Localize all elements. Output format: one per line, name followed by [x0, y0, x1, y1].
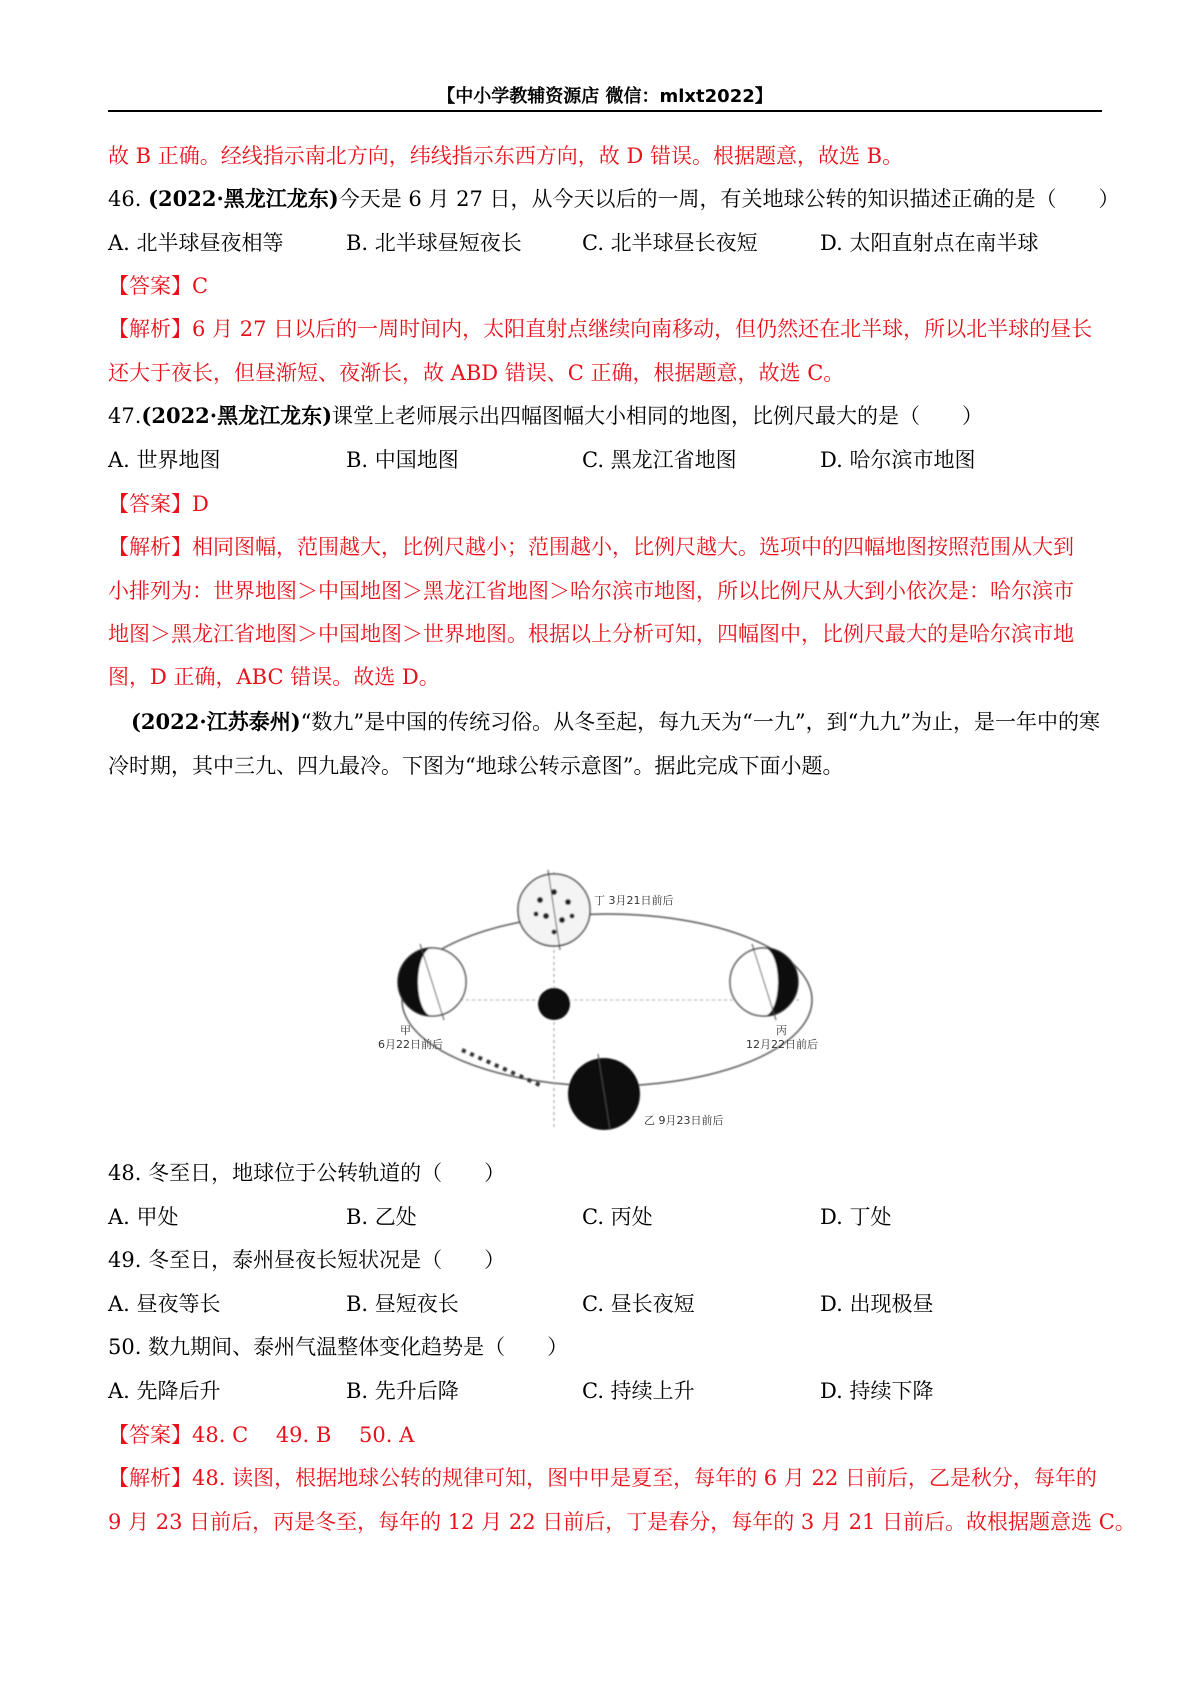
- answer-47: 【答案】D: [108, 492, 209, 516]
- answer-46: 【答案】C: [108, 274, 209, 298]
- label-bing: 丙: [776, 1024, 787, 1037]
- question-text: 课堂上老师展示出四幅图幅大小相同的地图，比例尺最大的是（ ）: [332, 404, 984, 428]
- option-a: A. 昼夜等长: [108, 1292, 221, 1316]
- explanation-47-line-2: 小排列为：世界地图＞中国地图＞黑龙江省地图＞哈尔滨市地图，所以比例尺从大到小依次是：哈尔滨市: [108, 579, 1074, 603]
- question-source: (2022·黑龙江龙东): [141, 403, 333, 428]
- earth-ding: [518, 870, 590, 950]
- question-source: (2022·江苏泰州): [131, 709, 301, 734]
- option-b: B. 先升后降: [346, 1379, 459, 1403]
- option-b: B. 乙处: [346, 1205, 417, 1229]
- explanation-47-line-1: 【解析】相同图幅，范围越大，比例尺越小；范围越小，比例尺越大。选项中的四幅地图按照范围从大到: [108, 535, 1074, 559]
- question-number: 46.: [108, 187, 149, 211]
- option-a: A. 先降后升: [108, 1379, 221, 1403]
- explanation-48-line-2: 9 月 23 日前后，丙是冬至，每年的 12 月 22 日前后，丁是春分，每年的 3 月 21 日前后。故根据题意选 C。: [108, 1510, 1136, 1534]
- question-50: 50. 数九期间、泰州气温整体变化趋势是（ ）: [108, 1335, 569, 1359]
- option-d: D. 哈尔滨市地图: [820, 448, 976, 472]
- question-48: 48. 冬至日，地球位于公转轨道的（ ）: [108, 1161, 506, 1185]
- option-c: C. 昼长夜短: [582, 1292, 695, 1316]
- question-46: [108, 184, 1120, 214]
- option-a: A. 北半球昼夜相等: [108, 231, 284, 255]
- earth-revolution-diagram: [372, 862, 842, 1132]
- option-c: C. 持续上升: [582, 1379, 695, 1403]
- question-number: 47.: [108, 404, 142, 428]
- group-intro-line-1: [131, 707, 1102, 737]
- date-jia: 6月22日前后: [378, 1038, 443, 1051]
- explanation-46-line-1: 【解析】6 月 27 日以后的一周时间内，太阳直射点继续向南移动，但仍然还在北半球，所以北半球的昼长: [108, 317, 1093, 341]
- sun: [538, 988, 570, 1020]
- option-d: D. 出现极昼: [820, 1292, 934, 1316]
- label-ding: 丁 3月21日前后: [594, 894, 674, 907]
- question-source: (2022·黑龙江龙东): [148, 186, 339, 211]
- page-header: 【中小学教辅资源店 微信：mlxt2022】: [437, 86, 773, 107]
- option-b: B. 中国地图: [346, 448, 459, 472]
- explanation-46-line-2: 还大于夜长，但昼渐短、夜渐长，故 ABD 错误、C 正确，根据题意，故选 C。: [108, 361, 845, 385]
- question-text: 今天是 6 月 27 日，从今天以后的一周，有关地球公转的知识描述正确的是（ ）: [338, 187, 1120, 211]
- option-b: B. 昼短夜长: [346, 1292, 459, 1316]
- option-c: C. 北半球昼长夜短: [582, 231, 758, 255]
- option-b: B. 北半球昼短夜长: [346, 231, 522, 255]
- option-d: D. 丁处: [820, 1205, 892, 1229]
- option-c: C. 丙处: [582, 1205, 653, 1229]
- option-c: C. 黑龙江省地图: [582, 448, 737, 472]
- intro-text: “数九”是中国的传统习俗。从冬至起，每九天为“一九”，到“九九”为止，是一年中的寒: [300, 710, 1101, 734]
- date-bing: 12月22日前后: [746, 1038, 818, 1051]
- explanation-48-line-1: 【解析】48. 读图，根据地球公转的规律可知，图中甲是夏至，每年的 6 月 22 日前后，乙是秋分，每年的: [108, 1466, 1097, 1490]
- option-d: D. 太阳直射点在南半球: [820, 231, 1039, 255]
- earth-yi: [568, 1054, 640, 1130]
- option-d: D. 持续下降: [820, 1379, 934, 1403]
- earth-jia: [398, 944, 466, 1020]
- explanation-47-line-3: 地图＞黑龙江省地图＞中国地图＞世界地图。根据以上分析可知，四幅图中，比例尺最大的是哈尔滨市地: [108, 622, 1074, 646]
- option-a: A. 甲处: [108, 1205, 179, 1229]
- question-49: 49. 冬至日，泰州昼夜长短状况是（ ）: [108, 1248, 506, 1272]
- option-a: A. 世界地图: [108, 448, 221, 472]
- label-jia: 甲: [400, 1024, 411, 1037]
- header-rule: [108, 110, 1102, 112]
- explanation-45-tail: 故 B 正确。经线指示南北方向，纬线指示东西方向，故 D 错误。根据题意，故选 B。: [108, 144, 904, 168]
- label-yi: 乙 9月23日前后: [644, 1114, 724, 1127]
- answer-48-50: 【答案】48. C 49. B 50. A: [108, 1423, 415, 1447]
- group-intro-line-2: 冷时期，其中三九、四九最冷。下图为“地球公转示意图”。据此完成下面小题。: [108, 754, 844, 778]
- orbit-arrow: [462, 1050, 542, 1086]
- question-47: [108, 401, 1102, 431]
- explanation-47-line-4: 图，D 正确，ABC 错误。故选 D。: [108, 665, 440, 689]
- earth-bing: [730, 944, 798, 1020]
